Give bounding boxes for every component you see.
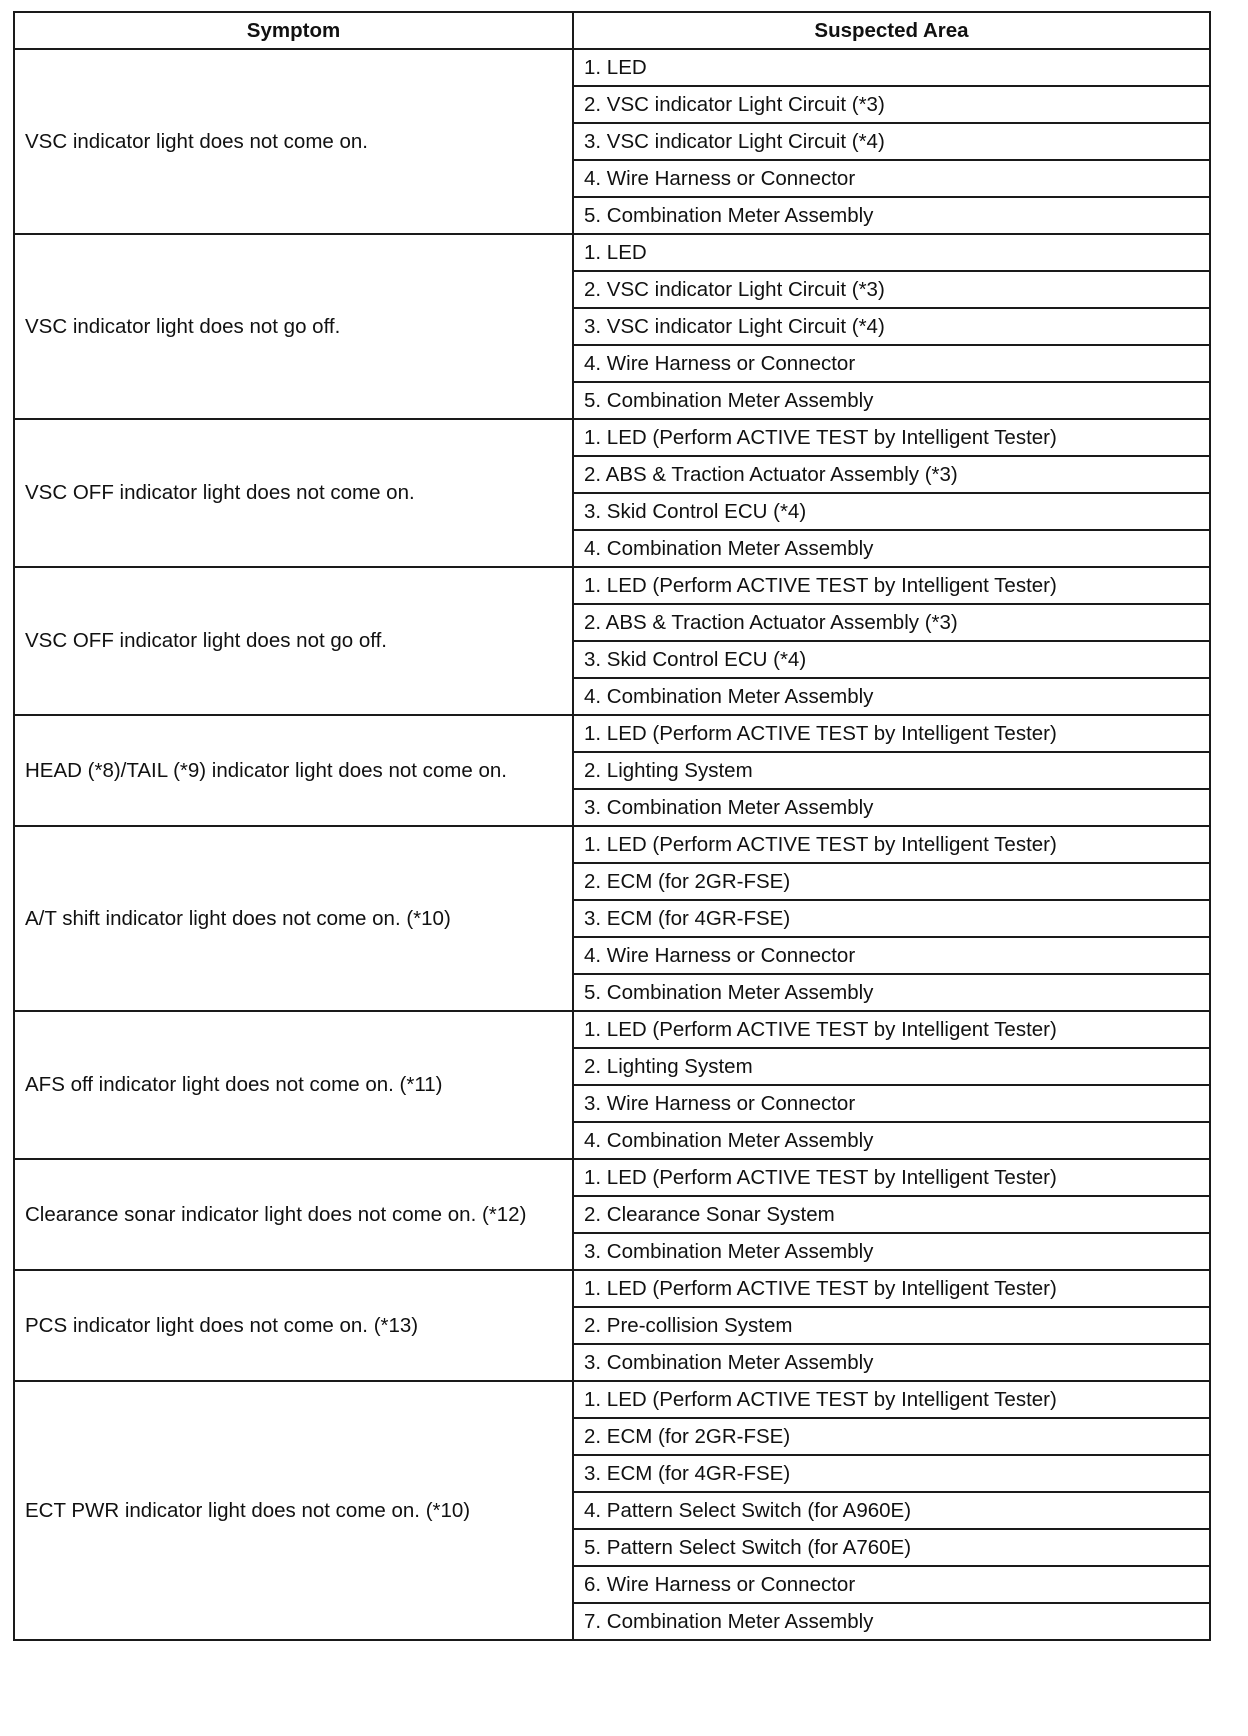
suspected-area-cell: 2. Lighting System [573,752,1210,789]
suspected-area-cell: 1. LED (Perform ACTIVE TEST by Intelligent Tester) [573,1381,1210,1418]
suspected-area-cell: 3. VSC indicator Light Circuit (*4) [573,308,1210,345]
suspected-area-cell: 4. Pattern Select Switch (for A960E) [573,1492,1210,1529]
table-row [14,234,1210,271]
suspected-area-cell: 2. ABS & Traction Actuator Assembly (*3) [573,456,1210,493]
suspected-area-cell: 3. Combination Meter Assembly [573,1233,1210,1270]
suspected-area-cell: 5. Combination Meter Assembly [573,382,1210,419]
symptom-cell: Clearance sonar indicator light does not come on. (*12) [14,1159,573,1270]
suspected-area-cell: 3. Combination Meter Assembly [573,1344,1210,1381]
suspected-area-cell: 2. Pre-collision System [573,1307,1210,1344]
symptom-cell: PCS indicator light does not come on. (*13) [14,1270,573,1381]
suspected-area-cell: 2. ECM (for 2GR-FSE) [573,863,1210,900]
suspected-area-cell: 1. LED (Perform ACTIVE TEST by Intelligent Tester) [573,1159,1210,1196]
table-body [14,49,1210,1640]
suspected-area-cell: 3. Wire Harness or Connector [573,1085,1210,1122]
symptom-cell: VSC OFF indicator light does not go off. [14,567,573,715]
symptom-cell: AFS off indicator light does not come on. (*11) [14,1011,573,1159]
suspected-area-cell: 3. Combination Meter Assembly [573,789,1210,826]
table-row [14,1270,1210,1307]
symptom-cell: VSC indicator light does not go off. [14,234,573,419]
suspected-area-cell: 6. Wire Harness or Connector [573,1566,1210,1603]
symptom-cell: VSC indicator light does not come on. [14,49,573,234]
suspected-area-cell: 5. Combination Meter Assembly [573,974,1210,1011]
table-row [14,419,1210,456]
suspected-area-cell: 4. Wire Harness or Connector [573,937,1210,974]
suspected-area-cell: 3. ECM (for 4GR-FSE) [573,900,1210,937]
suspected-area-cell: 4. Combination Meter Assembly [573,530,1210,567]
suspected-area-cell: 3. ECM (for 4GR-FSE) [573,1455,1210,1492]
suspected-area-cell: 4. Combination Meter Assembly [573,678,1210,715]
suspected-area-cell: 1. LED [573,234,1210,271]
suspected-area-cell: 2. ABS & Traction Actuator Assembly (*3) [573,604,1210,641]
symptom-cell: HEAD (*8)/TAIL (*9) indicator light does not come on. [14,715,573,826]
suspected-area-cell: 1. LED [573,49,1210,86]
suspected-area-cell: 3. VSC indicator Light Circuit (*4) [573,123,1210,160]
suspected-area-cell: 4. Wire Harness or Connector [573,160,1210,197]
suspected-area-cell: 4. Wire Harness or Connector [573,345,1210,382]
suspected-area-cell: 1. LED (Perform ACTIVE TEST by Intelligent Tester) [573,715,1210,752]
suspected-area-cell: 1. LED (Perform ACTIVE TEST by Intelligent Tester) [573,826,1210,863]
table-row [14,826,1210,863]
suspected-area-cell: 3. Skid Control ECU (*4) [573,641,1210,678]
table-row [14,1011,1210,1048]
suspected-area-cell: 2. VSC indicator Light Circuit (*3) [573,271,1210,308]
suspected-area-cell: 1. LED (Perform ACTIVE TEST by Intelligent Tester) [573,419,1210,456]
suspected-area-cell: 2. ECM (for 2GR-FSE) [573,1418,1210,1455]
suspected-area-cell: 2. Clearance Sonar System [573,1196,1210,1233]
suspected-area-cell: 2. Lighting System [573,1048,1210,1085]
suspected-area-cell: 1. LED (Perform ACTIVE TEST by Intelligent Tester) [573,1011,1210,1048]
suspected-area-cell: 5. Pattern Select Switch (for A760E) [573,1529,1210,1566]
header-suspected-area: Suspected Area [573,12,1210,49]
suspected-area-cell: 1. LED (Perform ACTIVE TEST by Intelligent Tester) [573,1270,1210,1307]
suspected-area-cell: 2. VSC indicator Light Circuit (*3) [573,86,1210,123]
troubleshooting-document [13,11,1209,1641]
table-header-row [14,12,1210,49]
suspected-area-cell: 4. Combination Meter Assembly [573,1122,1210,1159]
table-row [14,1159,1210,1196]
suspected-area-cell: 5. Combination Meter Assembly [573,197,1210,234]
header-symptom: Symptom [14,12,573,49]
table-row [14,1381,1210,1418]
symptom-cell: VSC OFF indicator light does not come on. [14,419,573,567]
suspected-area-cell: 7. Combination Meter Assembly [573,1603,1210,1640]
suspected-area-cell: 1. LED (Perform ACTIVE TEST by Intelligent Tester) [573,567,1210,604]
symptom-cell: A/T shift indicator light does not come on. (*10) [14,826,573,1011]
table-row [14,49,1210,86]
symptom-table [13,11,1211,1641]
table-row [14,567,1210,604]
suspected-area-cell: 3. Skid Control ECU (*4) [573,493,1210,530]
table-row [14,715,1210,752]
symptom-cell: ECT PWR indicator light does not come on. (*10) [14,1381,573,1640]
